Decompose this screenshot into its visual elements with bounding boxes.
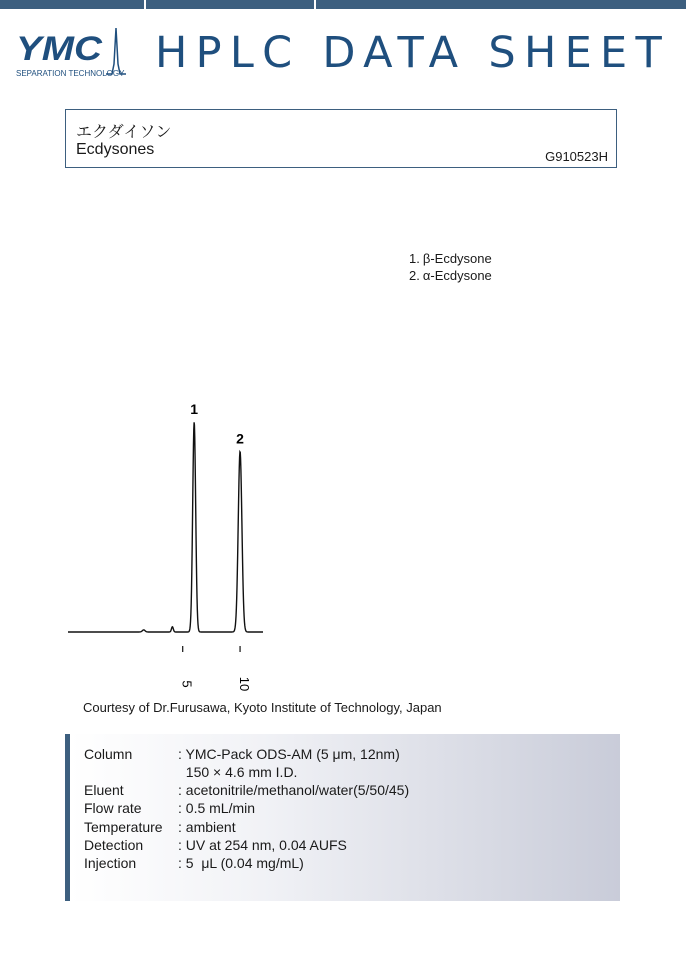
compound-box — [65, 109, 617, 168]
condition-label: Column — [84, 746, 133, 762]
compound-name-en: Ecdysones — [76, 141, 155, 158]
condition-value: : acetonitrile/methanol/water(5/50/45) — [178, 782, 410, 798]
peak-label: 1 — [190, 401, 199, 417]
top-bar-divider — [144, 0, 146, 9]
condition-label: Injection — [84, 855, 137, 871]
condition-label: Flow rate — [84, 800, 142, 816]
compound-name-jp: エクダイソン — [76, 124, 172, 141]
x-tick-label: 5 — [179, 680, 195, 688]
logo-subtext: SEPARATION TECHNOLOGY — [16, 69, 125, 78]
legend-item — [409, 267, 492, 284]
top-bar-divider — [314, 0, 316, 9]
condition-value: : UV at 254 nm, 0.04 AUFS — [178, 837, 347, 853]
peak-legend — [409, 250, 492, 284]
condition-value: : YMC-Pack ODS-AM (5 μm, 12nm) — [178, 746, 400, 762]
page-title: HPLC DATA SHEET — [155, 28, 671, 78]
legend-name: β-Ecdysone — [422, 251, 492, 266]
condition-value: : ambient — [178, 819, 236, 835]
legend-number: 1. — [409, 251, 420, 266]
courtesy-text: Courtesy of Dr.Furusawa, Kyoto Institute of Technology, Japan — [83, 700, 442, 715]
x-tick-label: 10 — [237, 676, 253, 692]
legend-number: 2. — [409, 268, 420, 283]
logo-peak-icon — [106, 28, 126, 74]
condition-label: Temperature — [84, 819, 163, 835]
top-bar — [0, 0, 686, 9]
document-code: G910523H — [545, 149, 608, 164]
chromatogram-trace — [68, 422, 263, 632]
logo-text: YMC — [16, 30, 103, 68]
legend-item — [409, 250, 492, 267]
conditions-box — [65, 734, 620, 901]
condition-value: : 0.5 mL/min — [178, 800, 256, 816]
legend-name: α-Ecdysone — [422, 268, 492, 283]
condition-label: Detection — [84, 837, 144, 853]
chromatogram — [60, 390, 280, 700]
condition-label: Eluent — [84, 782, 124, 798]
peak-label: 2 — [236, 430, 244, 447]
condition-value: : 5 μL (0.04 mg/mL) — [178, 855, 304, 871]
condition-value: 150 × 4.6 mm I.D. — [178, 764, 298, 780]
ymc-logo — [14, 24, 134, 84]
